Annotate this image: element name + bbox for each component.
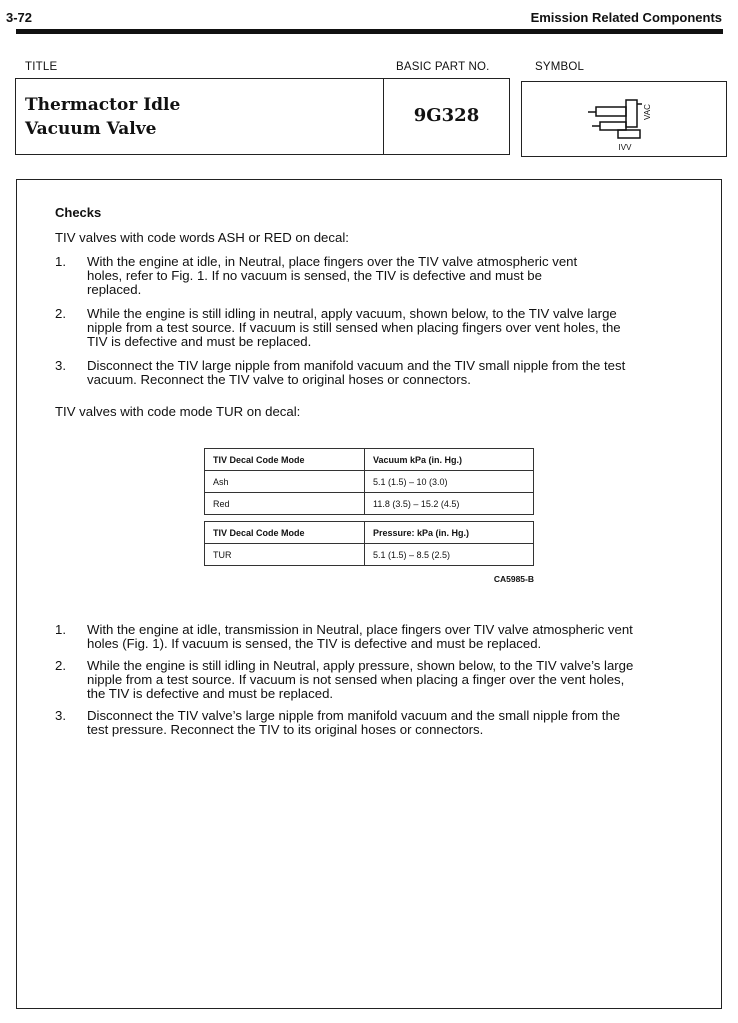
list-item [55,659,685,701]
step-number: 1. [55,254,66,269]
table-header: Pressure: kPa (in. Hg.) [365,522,534,544]
step-line: nipple from a test source. If vacuum is not sensed when placing a finger over the vent holes, [87,672,625,687]
step-line: TIV is defective and must be replaced. [87,334,312,349]
title-line-1: Thermactor Idle [25,95,181,115]
step-number: 1. [55,622,66,637]
vacuum-check-steps [55,255,685,387]
step-line: vacuum. Reconnect the TIV valve to original hoses or connectors. [87,372,471,387]
step-line: replaced. [87,282,142,297]
symbol-side-label: VAC [643,104,652,120]
list-item [55,623,685,651]
page-number: 3-72 [6,10,33,25]
list-item [55,255,685,297]
table-header: TIV Decal Code Mode [205,449,365,471]
step-line: Disconnect the TIV large nipple from manifold vacuum and the TIV small nipple from the test [87,358,626,373]
section-title: Emission Related Components [530,10,722,25]
step-line: holes, refer to Fig. 1. If no vacuum is sensed, the TIV is defective and must be [87,268,542,283]
table-header-row [205,449,534,471]
spec-tables [204,448,534,584]
step-number: 2. [55,306,66,321]
content-box [16,179,722,1009]
table-row [205,544,534,566]
step-line: While the engine is still idling in neutral, apply vacuum, shown below, to the TIV valve large [87,306,617,321]
checks-heading: Checks [55,205,102,220]
figure-code: CA5985-B [493,574,534,584]
symbol-column-label: SYMBOL [535,61,585,73]
table-cell: 5.1 (1.5) – 10 (3.0) [365,471,534,493]
title-line-2: Vacuum Valve [25,119,157,139]
list-item [55,307,685,349]
step-line: With the engine at idle, transmission in Neutral, place fingers over TIV valve atmospheric vent [87,622,633,637]
step-line: While the engine is still idling in Neutral, apply pressure, shown below, to the TIV valve’s large [87,658,634,673]
table-cell: Red [205,493,365,515]
step-number: 3. [55,708,66,723]
list-item [55,709,685,737]
table-cell: 5.1 (1.5) – 8.5 (2.5) [365,544,534,566]
table-header: TIV Decal Code Mode [205,522,365,544]
table-cell: TUR [205,544,365,566]
intro-tur: TIV valves with code mode TUR on decal: [55,404,301,419]
step-line: nipple from a test source. If vacuum is still sensed when placing fingers over vent holes, the [87,320,621,335]
step-line: test pressure. Reconnect the TIV to its original hoses or connectors. [87,722,484,737]
title-box [15,78,384,155]
step-line: the TIV is defective and must be replaced. [87,686,334,701]
header-rule [16,29,723,34]
step-line: holes (Fig. 1). If vacuum is sensed, the TIV is defective and must be replaced. [87,636,542,651]
intro-ash-red: TIV valves with code words ASH or RED on decal: [55,230,349,245]
symbol-box [521,81,727,157]
symbol-bottom-label: IVV [618,143,632,152]
part-number: 9G328 [413,105,480,126]
step-number: 2. [55,658,66,673]
pressure-check-steps [55,623,685,737]
title-column-label: TITLE [25,61,58,73]
step-line: With the engine at idle, in Neutral, place fingers over the TIV valve atmospheric vent [87,254,578,269]
table-header: Vacuum kPa (in. Hg.) [365,449,534,471]
table-row [205,493,534,515]
list-item [55,359,685,387]
ivv-valve-symbol-icon [522,82,728,158]
table-cell: 11.8 (3.5) – 15.2 (4.5) [365,493,534,515]
vacuum-spec-table [204,448,534,515]
part-number-box [383,78,510,155]
table-header-row [205,522,534,544]
pressure-spec-table [204,521,534,566]
part-column-label: BASIC PART NO. [396,61,490,73]
table-cell: Ash [205,471,365,493]
table-row [205,471,534,493]
step-number: 3. [55,358,66,373]
component-title [25,93,180,141]
step-line: Disconnect the TIV valve’s large nipple from manifold vacuum and the small nipple from the [87,708,621,723]
